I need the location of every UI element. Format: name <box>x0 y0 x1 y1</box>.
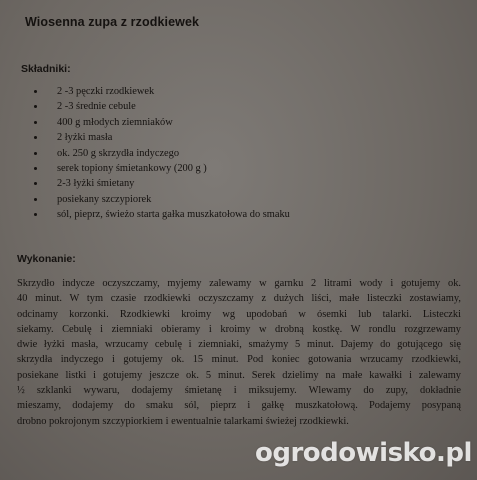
ingredient-item: ok. 250 g skrzydła indyczego <box>34 146 290 161</box>
method-line: siekamy. Cebulę i ziemniaki obieramy i kroimy w drobną kostkę. W rondlu rozgrzewamy <box>17 323 461 335</box>
method-line: Skrzydło indycze oczyszczamy, myjemy zalewamy w garnku 2 litrami wody i gotujemy ok. <box>17 278 461 289</box>
recipe-title: Wiosenna zupa z rzodkiewek <box>25 15 200 29</box>
method-line: drobno pokrojonym szczypiorkiem i ewentualnie talarkami świeżej rzodkiewki. <box>17 415 349 427</box>
ingredient-item: 2-3 łyżki śmietany <box>34 176 290 191</box>
ingredients-list <box>34 84 290 223</box>
ingredient-item: posiekany szczypiorek <box>34 192 290 207</box>
site-watermark: ogrodowisko.pl <box>255 438 472 468</box>
ingredients-heading: Składniki: <box>21 63 71 75</box>
ingredient-item: serek topiony śmietankowy (200 g ) <box>34 161 290 176</box>
method-line: posiekane listki i gotujemy jeszcze ok. 5 minut. Serek dzielimy na małe kawałki i zalewamy <box>17 369 461 381</box>
method-line: mieszamy, dodajemy do smaku sól, pieprz i gałkę muszkatołową. Podajemy posypaną <box>17 400 461 412</box>
method-paragraph <box>17 276 461 429</box>
method-line: ½ szklanki wywaru, dodajemy śmietanę i miksujemy. Wlewamy do zupy, dokładnie <box>17 385 461 397</box>
ingredient-item: 2 -3 pęczki rzodkiewek <box>34 84 290 99</box>
ingredient-item: 2 łyżki masła <box>34 130 290 145</box>
ingredient-item: 2 -3 średnie cebule <box>34 99 290 114</box>
method-line: skrzydła indyczego i gotujemy ok. 15 minut. Pod koniec gotowania wrzucamy rzodkiewki, <box>17 354 461 366</box>
method-line: 40 minut. W tym czasie rzodkiewki oczyszczamy z dużych liści, małe listeczki zostawiamy, <box>17 293 461 305</box>
method-heading: Wykonanie: <box>17 253 76 265</box>
method-line: dwie łyżki masła, wrzucamy cebulę i ziemniaki, smażymy 5 minut. Dajemy do gotującego się <box>17 339 461 351</box>
ingredient-item: sól, pieprz, świeżo starta gałka muszkatołowa do smaku <box>34 207 290 222</box>
ingredient-item: 400 g młodych ziemniaków <box>34 115 290 130</box>
method-line: odcinamy korzonki. Rzodkiewki kroimy wg upodobań w ósemki lub talarki. Listeczki <box>17 308 461 320</box>
